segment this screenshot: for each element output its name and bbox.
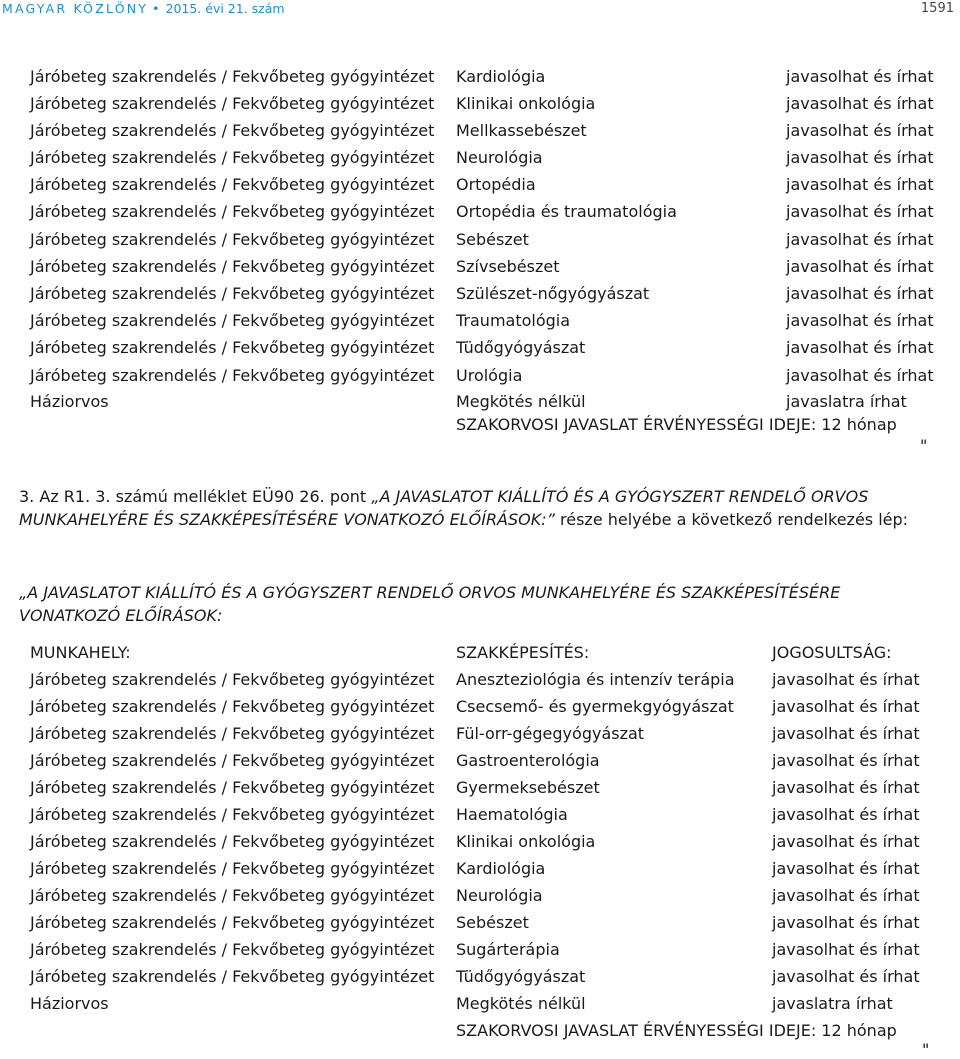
page-header (0, 0, 960, 20)
specialty-cell: Szülészet-nőgyógyászat (456, 284, 650, 303)
journal-title: MAGYAR KÖZLÖNY (2, 1, 149, 16)
right-cell: javasolhat és írhat (786, 94, 934, 113)
table-row (0, 257, 960, 283)
workplace-cell: Járóbeteg szakrendelés / Fekvőbeteg gyógyintézet (30, 257, 435, 276)
workplace-cell: Járóbeteg szakrendelés / Fekvőbeteg gyógyintézet (30, 940, 435, 959)
right-cell: javasolhat és írhat (772, 886, 920, 905)
workplace-cell: Járóbeteg szakrendelés / Fekvőbeteg gyógyintézet (30, 913, 435, 932)
specialty-cell: Haematológia (456, 805, 568, 824)
right-cell: javasolhat és írhat (772, 724, 920, 743)
validity-note (0, 415, 960, 441)
header-right: JOGOSULTSÁG: (772, 643, 892, 662)
table-row (0, 832, 960, 858)
specialty-cell: Kardiológia (456, 67, 546, 86)
workplace-cell: Járóbeteg szakrendelés / Fekvőbeteg gyógyintézet (30, 338, 435, 357)
right-cell: javasolhat és írhat (786, 67, 934, 86)
right-cell: javaslatra írhat (772, 994, 893, 1013)
workplace-cell: Járóbeteg szakrendelés / Fekvőbeteg gyógyintézet (30, 724, 435, 743)
right-cell: javasolhat és írhat (786, 311, 934, 330)
journal-header (2, 1, 285, 16)
right-cell: javasolhat és írhat (786, 202, 934, 221)
table-row (0, 121, 960, 147)
right-cell: javasolhat és írhat (786, 121, 934, 140)
table-row (0, 805, 960, 831)
issue-number: 2015. évi 21. szám (165, 1, 285, 16)
right-cell: javasolhat és írhat (786, 148, 934, 167)
right-cell: javasolhat és írhat (772, 670, 920, 689)
workplace-cell: Járóbeteg szakrendelés / Fekvőbeteg gyógyintézet (30, 778, 435, 797)
validity-text: SZAKORVOSI JAVASLAT ÉRVÉNYESSÉGI IDEJE: 12 hónap (456, 1021, 897, 1040)
workplace-cell: Háziorvos (30, 392, 109, 411)
workplace-cell: Járóbeteg szakrendelés / Fekvőbeteg gyógyintézet (30, 670, 435, 689)
specialty-cell: Kardiológia (456, 859, 546, 878)
table-row (0, 886, 960, 912)
workplace-cell: Járóbeteg szakrendelés / Fekvőbeteg gyógyintézet (30, 311, 435, 330)
table-row (0, 202, 960, 228)
workplace-cell: Járóbeteg szakrendelés / Fekvőbeteg gyógyintézet (30, 202, 435, 221)
amendment-intro: 3. Az R1. 3. számú melléklet EÜ90 26. pont (19, 487, 372, 506)
table-row (0, 967, 960, 993)
specialty-cell: Csecsemő- és gyermekgyógyászat (456, 697, 734, 716)
specialty-cell: Sebészet (456, 230, 529, 249)
specialty-cell: Klinikai onkológia (456, 832, 596, 851)
specialty-cell: Klinikai onkológia (456, 94, 596, 113)
right-cell: javasolhat és írhat (772, 805, 920, 824)
table-row (0, 338, 960, 364)
specialty-cell: Megkötés nélkül (456, 392, 586, 411)
workplace-cell: Háziorvos (30, 994, 109, 1013)
specialty-cell: Neurológia (456, 148, 543, 167)
right-cell: javasolhat és írhat (772, 967, 920, 986)
specialty-cell: Ortopédia és traumatológia (456, 202, 677, 221)
right-cell: javasolhat és írhat (772, 940, 920, 959)
specialty-cell: Tüdőgyógyászat (456, 338, 586, 357)
specialty-cell: Szívsebészet (456, 257, 560, 276)
specialty-cell: Megkötés nélkül (456, 994, 586, 1013)
workplace-cell: Járóbeteg szakrendelés / Fekvőbeteg gyógyintézet (30, 859, 435, 878)
amendment-outro: része helyébe a következő rendelkezés lép: (554, 510, 909, 529)
table-row (0, 175, 960, 201)
specialty-cell: Sugárterápia (456, 940, 560, 959)
specialty-cell: Tüdőgyógyászat (456, 967, 586, 986)
table-row (0, 778, 960, 804)
right-cell: javasolhat és írhat (772, 859, 920, 878)
table-row (0, 67, 960, 93)
workplace-cell: Járóbeteg szakrendelés / Fekvőbeteg gyógyintézet (30, 284, 435, 303)
table-row (0, 94, 960, 120)
validity-note (0, 1021, 960, 1047)
workplace-cell: Járóbeteg szakrendelés / Fekvőbeteg gyógyintézet (30, 832, 435, 851)
specialty-cell: Traumatológia (456, 311, 571, 330)
new-section-heading: „A JAVASLATOT KIÁLLÍTÓ ÉS A GYÓGYSZERT RENDELŐ ORVOS MUNKAHELYÉRE ÉS SZAKKÉPESÍTÉSÉRE VONATKOZÓ ELŐÍRÁSOK: (19, 583, 841, 625)
table-row (0, 940, 960, 966)
specialty-cell: Sebészet (456, 913, 529, 932)
workplace-cell: Járóbeteg szakrendelés / Fekvőbeteg gyógyintézet (30, 366, 435, 385)
table-row (0, 366, 960, 392)
workplace-cell: Járóbeteg szakrendelés / Fekvőbeteg gyógyintézet (30, 886, 435, 905)
right-cell: javasolhat és írhat (772, 778, 920, 797)
right-cell: javasolhat és írhat (786, 257, 934, 276)
table-row (0, 230, 960, 256)
table-row (0, 751, 960, 777)
specialty-cell: Gyermeksebészet (456, 778, 600, 797)
table-row (0, 994, 960, 1020)
specialty-cell: Ortopédia (456, 175, 536, 194)
specialty-cell: Fül-orr-gégegyógyászat (456, 724, 645, 743)
workplace-cell: Járóbeteg szakrendelés / Fekvőbeteg gyógyintézet (30, 697, 435, 716)
specialty-cell: Neurológia (456, 886, 543, 905)
amendment-paragraph (19, 485, 944, 531)
table-row (0, 697, 960, 723)
workplace-cell: Járóbeteg szakrendelés / Fekvőbeteg gyógyintézet (30, 805, 435, 824)
specialty-cell: Urológia (456, 366, 523, 385)
workplace-cell: Járóbeteg szakrendelés / Fekvőbeteg gyógyintézet (30, 67, 435, 86)
table-header-row (0, 643, 960, 669)
closing-quote: " (920, 436, 928, 455)
workplace-cell: Járóbeteg szakrendelés / Fekvőbeteg gyógyintézet (30, 175, 435, 194)
table-row (0, 724, 960, 750)
closing-quote: " (922, 1040, 930, 1059)
table-row (0, 284, 960, 310)
workplace-cell: Járóbeteg szakrendelés / Fekvőbeteg gyógyintézet (30, 751, 435, 770)
table-row (0, 148, 960, 174)
right-cell: javasolhat és írhat (786, 366, 934, 385)
specialty-cell: Gastroenterológia (456, 751, 600, 770)
header-workplace: MUNKAHELY: (30, 643, 131, 662)
right-cell: javasolhat és írhat (772, 751, 920, 770)
validity-text: SZAKORVOSI JAVASLAT ÉRVÉNYESSÉGI IDEJE: 12 hónap (456, 415, 897, 434)
amendment-italic-title: „A JAVASLATOT KIÁLLÍTÓ ÉS A GYÓGYSZERT RENDELŐ ORVOS MUNKAHELYÉRE ÉS SZAKKÉPESÍTÉSÉRE VONATKOZÓ ELŐÍRÁSOK:” (19, 487, 869, 529)
table-row (0, 859, 960, 885)
workplace-cell: Járóbeteg szakrendelés / Fekvőbeteg gyógyintézet (30, 148, 435, 167)
right-cell: javasolhat és írhat (786, 230, 934, 249)
right-cell: javasolhat és írhat (786, 175, 934, 194)
header-specialty: SZAKKÉPESÍTÉS: (456, 643, 590, 662)
workplace-cell: Járóbeteg szakrendelés / Fekvőbeteg gyógyintézet (30, 94, 435, 113)
header-separator: • (152, 1, 160, 16)
right-cell: javasolhat és írhat (772, 697, 920, 716)
table-row (0, 913, 960, 939)
page-number: 1591 (920, 1, 954, 16)
right-cell: javasolhat és írhat (772, 913, 920, 932)
table-row (0, 670, 960, 696)
specialty-cell: Aneszteziológia és intenzív terápia (456, 670, 735, 689)
right-cell: javasolhat és írhat (786, 284, 934, 303)
specialty-cell: Mellkassebészet (456, 121, 587, 140)
workplace-cell: Járóbeteg szakrendelés / Fekvőbeteg gyógyintézet (30, 121, 435, 140)
workplace-cell: Járóbeteg szakrendelés / Fekvőbeteg gyógyintézet (30, 230, 435, 249)
workplace-cell: Járóbeteg szakrendelés / Fekvőbeteg gyógyintézet (30, 967, 435, 986)
table-row (0, 311, 960, 337)
right-cell: javasolhat és írhat (786, 338, 934, 357)
right-cell: javaslatra írhat (786, 392, 907, 411)
right-cell: javasolhat és írhat (772, 832, 920, 851)
